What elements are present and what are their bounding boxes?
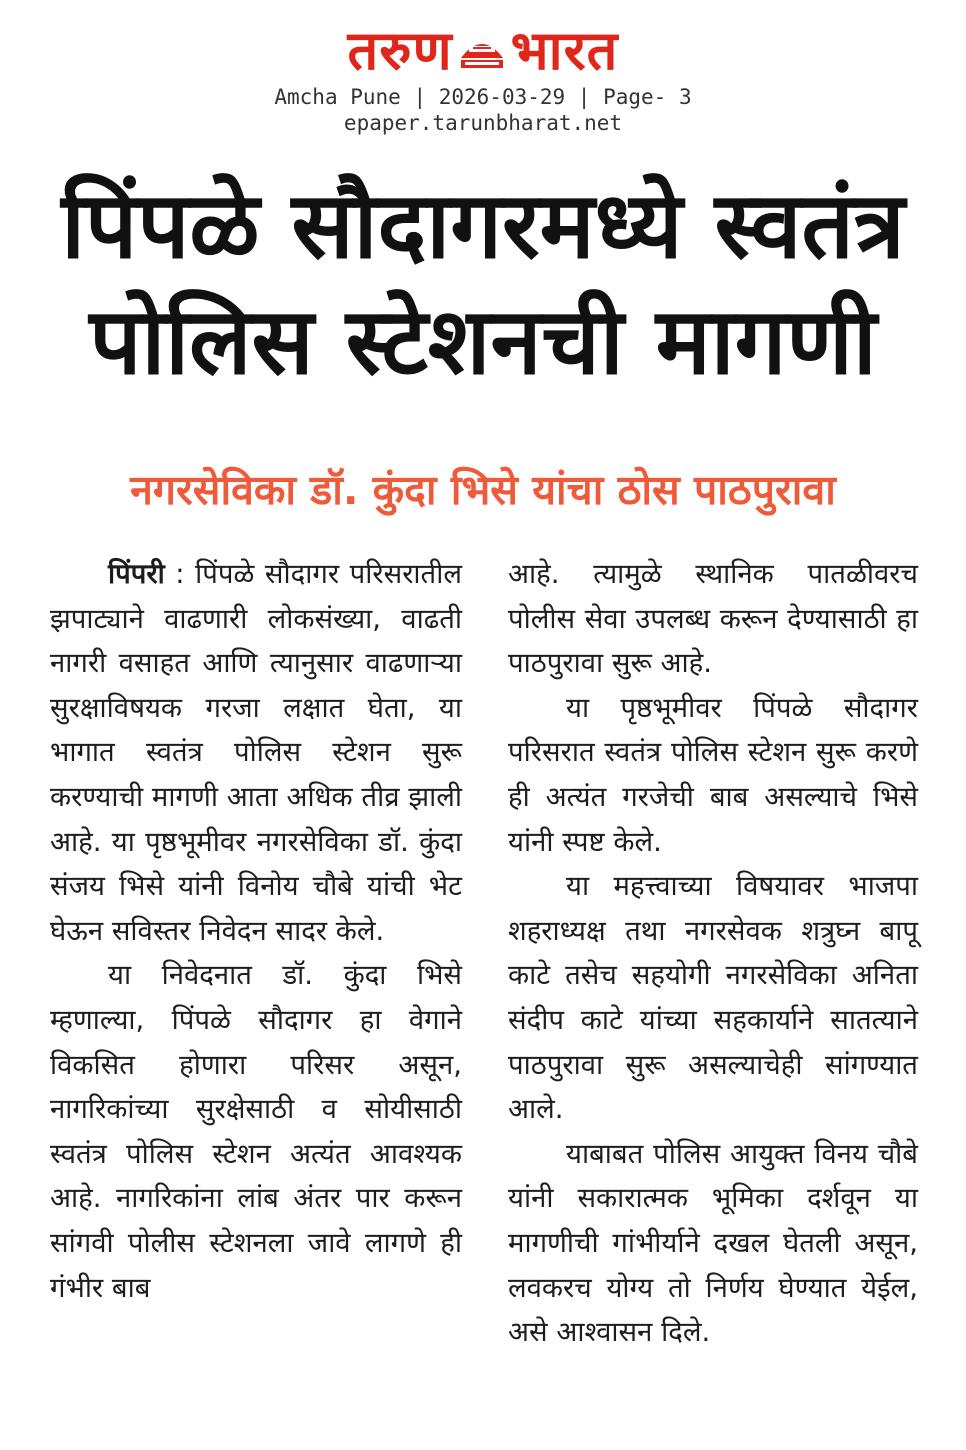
logo-text-right: भारत (510, 19, 619, 82)
subheadline: नगरसेविका डॉ. कुंदा भिसे यांचा ठोस पाठपुरावा (130, 466, 836, 514)
paragraph: या पृष्ठभूमीवर पिंपळे सौदागर परिसरात स्वतंत्र पोलिस स्टेशन सुरू करणे ही अत्यंत गरजेची बाब असल्याचे भिसे यांनी स्पष्ट केले. (508, 691, 918, 858)
paragraph: या निवेदनात डॉ. कुंदा भिसे म्हणाल्या, पिंपळे सौदागर हा वेगाने विकसित होणारा परिसर असून, नागरिकांच्या सुरक्षेसाठी व सोयीसाठी स्वतंत्र पोलिस स्टेशन अत्यंत आवश्यक आहे. नागरिकांना लांब अंतर पार करून सांगवी पोलीस स्टेशनला जावे लागणे ही गंभीर बाब (50, 959, 462, 1304)
edition-line: Amcha Pune | 2026-03-29 | Page- 3 (274, 85, 692, 109)
paragraph: या महत्त्वाच्या विषयावर भाजपा शहराध्यक्ष तथा नगरसेवक शत्रुघ्न बापू काटे तसेच सहयोगी नगरसेविका अनिता संदीप काटे यांच्या सहकार्याने सातत्याने पाठपुरावा सुरू असल्याचेही सांगण्यात आले. (508, 870, 918, 1126)
article-column-left (50, 552, 462, 1310)
intro-text: पिंपळे सौदागर परिसरातील झपाट्याने वाढणारी लोकसंख्या, वाढती नागरी वसाहत आणि त्यानुसार वाढणाऱ्या सुरक्षाविषयक गरजा लक्षात घेता, या भागात स्वतंत्र पोलिस स्टेशन सुरू करण्याची मागणी आता अधिक तीव्र झाली आहे. या पृष्ठभूमीवर नगरसेविका डॉ. कुंदा संजय भिसे यांनी विनोय चौबे यांची भेट घेऊन सविस्तर निवेदन सादर केले. (50, 558, 462, 947)
dateline: पिंपरी (108, 558, 165, 590)
paragraph-continued: आहे. त्यामुळे स्थानिक पातळीवरच पोलीस सेवा उपलब्ध करून देण्यासाठी हा पाठपुरावा सुरू आहे. (508, 558, 918, 680)
headline: पिंपळे सौदागरमध्ये स्वतंत्र पोलिस स्टेशनची मागणी (61, 172, 905, 395)
epaper-url: epaper.tarunbharat.net (343, 111, 623, 135)
paragraph: याबाबत पोलिस आयुक्त विनय चौबे यांनी सकारात्मक भूमिका दर्शवून या मागणीची गांभीर्याने दखल घेतली असून, लवकरच योग्य तो निर्णय घेण्यात येईल, असे आश्वासन दिले. (508, 1137, 918, 1349)
paragraph-intro (50, 552, 462, 953)
article-column-right (508, 552, 918, 1355)
newspaper-logo (0, 20, 966, 82)
masthead (0, 20, 966, 136)
logo-emblem-icon (457, 26, 507, 76)
dateline-separator: : (164, 558, 196, 590)
logo-text-left: तरुण (347, 19, 453, 82)
